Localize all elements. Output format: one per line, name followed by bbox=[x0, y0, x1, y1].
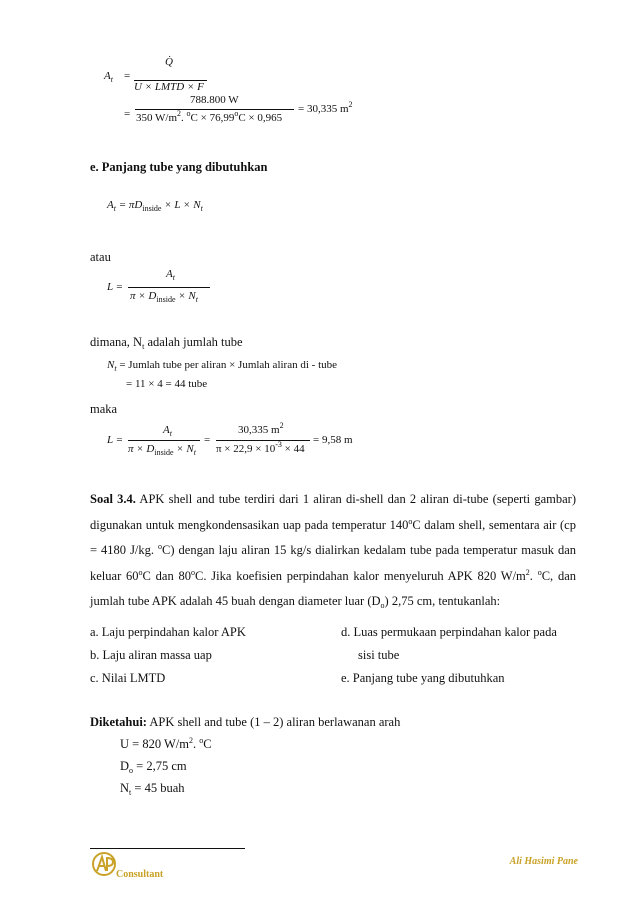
given-heading: Diketahui: APK shell and tube (1 – 2) aliran berlawanan arah bbox=[90, 715, 401, 729]
list-item: d. Luas permukaan perpindahan kalor pada bbox=[341, 625, 557, 639]
text-maka: maka bbox=[90, 402, 118, 416]
equation-area-formula: $A_t = \pi D_{inside} \times L \times N_t$ bbox=[107, 199, 203, 213]
given-do: $D_o = 2,75$ cm bbox=[120, 759, 187, 775]
list-item: sisi tube bbox=[358, 648, 400, 662]
given-u: U = 820 $W/m^2$. $^o$C bbox=[120, 736, 212, 751]
list-item: b. Laju aliran massa uap bbox=[90, 648, 212, 662]
text-atau: atau bbox=[90, 250, 111, 264]
list-item: a. Laju perpindahan kalor APK bbox=[90, 625, 246, 639]
section-heading-e: e. Panjang tube yang dibutuhkan bbox=[90, 160, 268, 174]
list-item: c. Nilai LMTD bbox=[90, 671, 166, 685]
consultant-logo bbox=[91, 851, 117, 877]
given-nt: $N_t = 45$ buah bbox=[120, 781, 185, 797]
text-dimana: dimana, $N_t$ adalah jumlah tube bbox=[90, 335, 243, 351]
footer-rule bbox=[90, 848, 245, 849]
problem-paragraph: Soal 3.4. APK shell and tube terdiri dari 1 aliran di-shell dan 2 aliran di-tube (seperti gambar) digunakan untuk mengkondensasikan uap pada temperatur 140$^o$C dalam shell, sementara air (cp = 4180 J/kg. $^o$C) dengan laju aliran 15 kg/s dialirkan kedalam tube pada temperatur masuk dan keluar 60$^o$C dan 80$^o$C. Jika koefisien perpindahan kalor menyeluruh APK 820 $W/m^2$. $^o$C, dan jumlah tube APK adalah 45 buah dengan diameter luar $(D_o)$ 2,75 cm, tentukanlah: bbox=[90, 492, 577, 610]
author-name: Ali Hasimi Pane bbox=[509, 856, 578, 867]
list-item: e. Panjang tube yang dibutuhkan bbox=[341, 671, 505, 685]
logo-text: Consultant bbox=[116, 869, 164, 880]
